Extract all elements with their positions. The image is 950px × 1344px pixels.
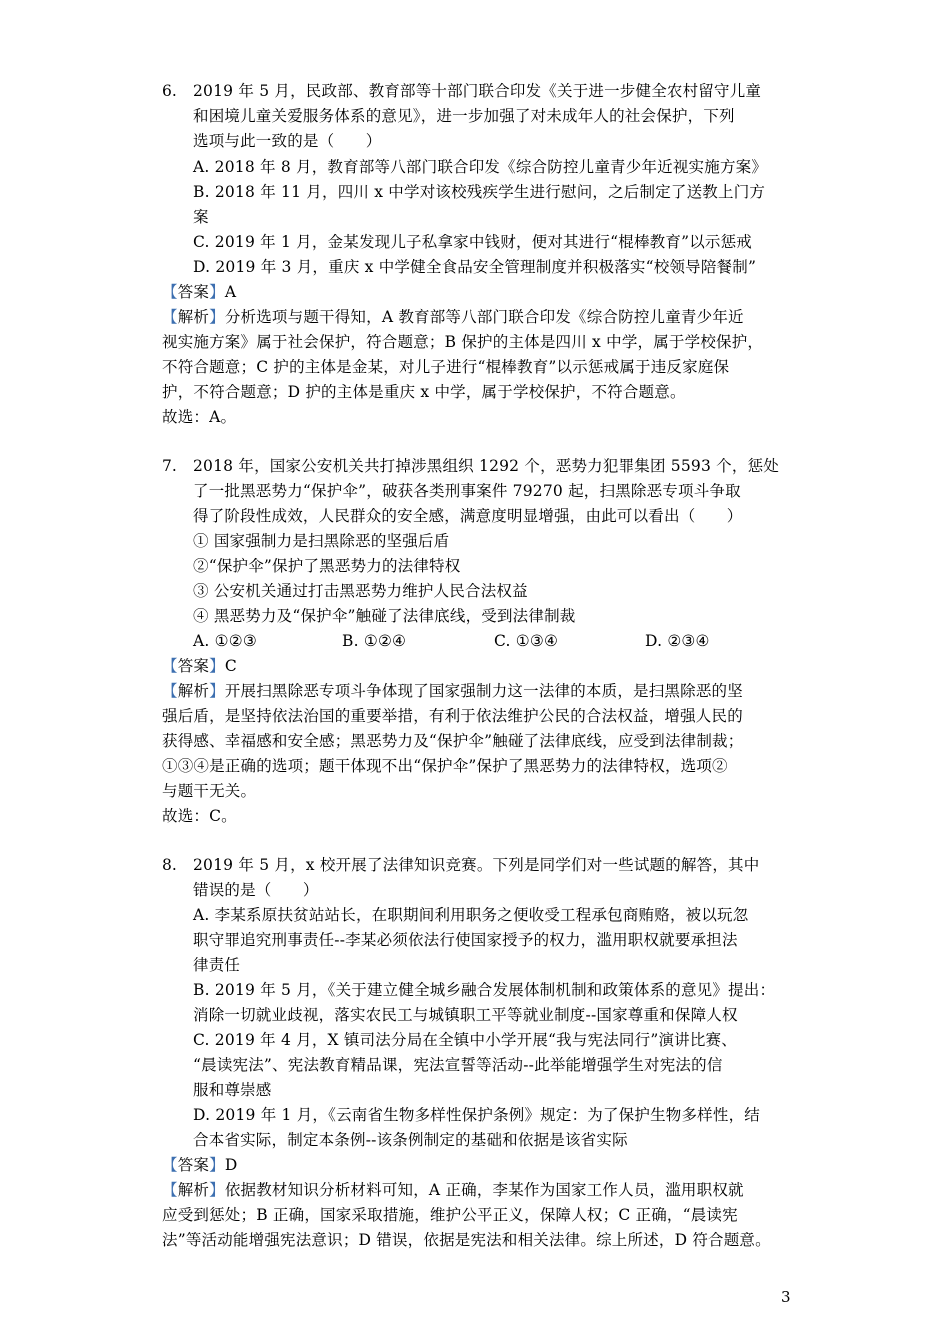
analysis-text: 不符合题意；C 护的主体是金某，对儿子进行“棍棒教育”以示惩戒属于违反家庭保 <box>162 358 730 376</box>
option-b: B. ①②④ <box>342 632 407 650</box>
question-number: 8. <box>162 856 177 874</box>
question-stem-line: 2019 年 5 月，x 校开展了法律知识竞赛。下列是同学们对一些试题的解答，其中 <box>193 856 760 874</box>
option-a-cont: 律责任 <box>193 956 241 974</box>
question-stem-line: 2018 年，国家公安机关共打掉涉黑组织 1292 个，恶势力犯罪集团 5593 个，惩处 <box>193 457 779 475</box>
option-c-cont: 服和尊崇感 <box>193 1081 272 1099</box>
question-number: 7. <box>162 457 177 475</box>
option-a: A. 李某系原扶贫站站长，在职期间利用职务之便收受工程承包商贿赂，被以玩忽 <box>193 906 749 924</box>
option-c: C. 2019 年 4 月，X 镇司法分局在全镇中小学开展“我与宪法同行”演讲比赛、 <box>193 1031 737 1049</box>
analysis-text: 视实施方案》属于社会保护，符合题意；B 保护的主体是四川 x 中学，属于学校保护， <box>162 333 764 351</box>
analysis-label: 解析 <box>177 682 210 700</box>
conclusion: 故选：C。 <box>162 807 237 825</box>
answer-label: 答案 <box>177 283 210 301</box>
answer-label: 答案 <box>177 1156 210 1174</box>
answer-line: 【答案】A <box>162 283 237 301</box>
answer-line: 【答案】D <box>162 1156 238 1174</box>
analysis-line: 【解析】依据教材知识分析材料可知，A 正确，李某作为国家工作人员，滥用职权就 <box>162 1181 744 1199</box>
option-a-cont: 职守罪追究刑事责任--李某必须依法行使国家授予的权力，滥用职权就要承担法 <box>193 931 738 949</box>
option-d-cont: 合本省实际，制定本条例--该条例制定的基础和依据是该省实际 <box>193 1131 628 1149</box>
statement: ① 国家强制力是扫黑除恶的坚强后盾 <box>193 532 450 550</box>
option-d: D. 2019 年 1 月，《云南省生物多样性保护条例》规定：为了保护生物多样性，结 <box>193 1106 760 1124</box>
analysis-text: 开展扫黑除恶专项斗争体现了国家强制力这一法律的本质，是扫黑除恶的坚 <box>224 682 743 700</box>
analysis-text: 强后盾，是坚持依法治国的重要举措，有利于依法维护公民的合法权益，增强人民的 <box>162 707 743 725</box>
option-a: A. 2018 年 8 月，教育部等八部门联合印发《综合防控儿童青少年近视实施方案》 <box>193 158 768 176</box>
question-stem-line: 和困境儿童关爱服务体系的意见》，进一步加强了对未成年人的社会保护，下列 <box>193 107 735 125</box>
answer-value: A <box>224 283 237 301</box>
page-number: 3 <box>781 1288 791 1306</box>
question-stem-line: 错误的是（ ） <box>193 881 319 899</box>
option-d: D. 2019 年 3 月，重庆 x 中学健全食品安全管理制度并积极落实“校领导陪餐制” <box>193 258 757 276</box>
conclusion: 故选：A。 <box>162 408 237 426</box>
option-a: A. ①②③ <box>193 632 257 650</box>
analysis-line: 【解析】分析选项与题干得知，A 教育部等八部门联合印发《综合防控儿童青少年近 <box>162 308 744 326</box>
question-stem-line: 2019 年 5 月，民政部、教育部等十部门联合印发《关于进一步健全农村留守儿童 <box>193 82 762 100</box>
option-b: B. 2018 年 11 月，四川 x 中学对该校残疾学生进行慰问，之后制定了送教上门方 <box>193 183 766 201</box>
answer-value: D <box>224 1156 238 1174</box>
answer-value: C <box>224 657 237 675</box>
analysis-label: 解析 <box>177 308 210 326</box>
statement: ③ 公安机关通过打击黑恶势力维护人民合法权益 <box>193 582 528 600</box>
question-stem-line: 了一批黑恶势力“保护伞”，破获各类刑事案件 79270 起，扫黑除恶专项斗争取 <box>193 482 741 500</box>
option-c-cont: “晨读宪法”、宪法教育精品课，宪法宣誓等活动--此举能增强学生对宪法的信 <box>193 1056 723 1074</box>
question-number: 6. <box>162 82 177 100</box>
analysis-line: 【解析】开展扫黑除恶专项斗争体现了国家强制力这一法律的本质，是扫黑除恶的坚 <box>162 682 743 700</box>
analysis-label: 解析 <box>177 1181 210 1199</box>
analysis-text: 应受到惩处；B 正确，国家采取措施，维护公平正义，保障人权；C 正确，“晨读宪 <box>162 1206 738 1224</box>
analysis-text: 获得感、幸福感和安全感；黑恶势力及“保护伞”触碰了法律底线，应受到法律制裁； <box>162 732 744 750</box>
analysis-text: 法”等活动能增强宪法意识；D 错误，依据是宪法和相关法律。综上所述，D 符合题意。 <box>162 1231 771 1249</box>
answer-line: 【答案】C <box>162 657 237 675</box>
option-c: C. 2019 年 1 月，金某发现儿子私拿家中钱财，便对其进行“棍棒教育”以示惩戒 <box>193 233 753 251</box>
statement: ②“保护伞”保护了黑恶势力的法律特权 <box>193 557 461 575</box>
answer-label: 答案 <box>177 657 210 675</box>
analysis-text: ①③④是正确的选项；题干体现不出“保护伞”保护了黑恶势力的法律特权，选项② <box>162 757 728 775</box>
analysis-text: 护，不符合题意；D 护的主体是重庆 x 中学，属于学校保护，不符合题意。 <box>162 383 686 401</box>
option-b-cont: 消除一切就业歧视，落实农民工与城镇职工平等就业制度--国家尊重和保障人权 <box>193 1006 738 1024</box>
option-d: D. ②③④ <box>645 632 710 650</box>
statement: ④ 黑恶势力及“保护伞”触碰了法律底线，受到法律制裁 <box>193 607 576 625</box>
analysis-text: 依据教材知识分析材料可知，A 正确，李某作为国家工作人员，滥用职权就 <box>224 1181 744 1199</box>
question-stem-line: 选项与此一致的是（ ） <box>193 132 382 150</box>
option-b-cont: 案 <box>193 208 209 226</box>
option-c: C. ①③④ <box>494 632 559 650</box>
analysis-text: 分析选项与题干得知，A 教育部等八部门联合印发《综合防控儿童青少年近 <box>224 308 744 326</box>
analysis-text: 与题干无关。 <box>162 782 257 800</box>
option-b: B. 2019 年 5 月，《关于建立健全城乡融合发展体制机制和政策体系的意见》提出： <box>193 981 776 999</box>
question-stem-line: 得了阶段性成效，人民群众的安全感，满意度明显增强，由此可以看出（ ） <box>193 507 743 525</box>
